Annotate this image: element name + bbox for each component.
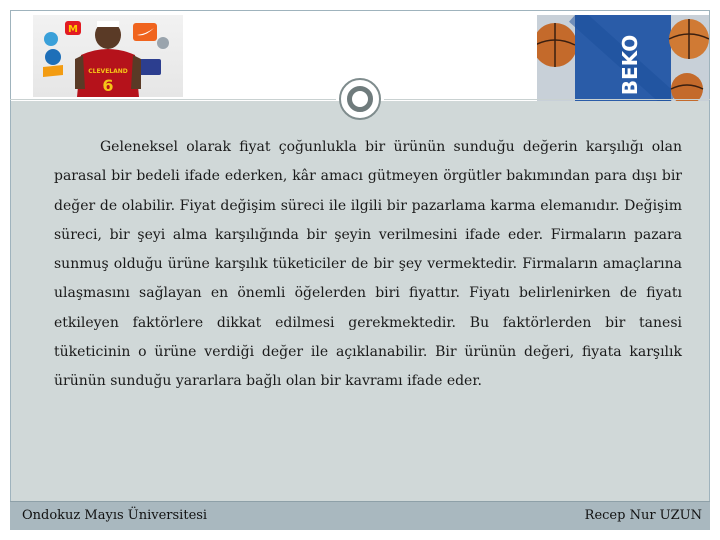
beko-brand-text: BEKO: [618, 34, 642, 96]
brand-badge-icon: [157, 37, 169, 49]
brand-logo-icon: [43, 65, 63, 77]
jersey-team-text: CLEVELAND: [88, 68, 128, 75]
svg-text:M: M: [68, 24, 78, 35]
sponsor-logo-icon: [44, 32, 58, 46]
footer-bar: [10, 501, 710, 530]
jersey-number-text: 6: [102, 76, 114, 95]
footer-author: Recep Nur UZUN: [584, 508, 702, 523]
footer-institution: Ondokuz Mayıs Üniversitesi: [22, 508, 208, 523]
divider-line-right: [384, 99, 710, 100]
nike-logo-icon: [133, 23, 157, 41]
beko-basketball-image: [537, 15, 709, 101]
body-paragraph: Geleneksel olarak fiyat çoğunlukla bir ürünün sunduğu değerin karşılığı olan parasal bir bedeli ifade ederken, kâr amacı gütmeyen örgütler bakımından para dışı bir değer de olabilir. Fiyat değişim süreci ile ilgili bir pazarlama karma elemanıdır. Değişim süreci, bir şeyi alma karşılığında bir şeyin verilmesini ifade eder. Firmaların pazara sunmuş olduğu ürüne karşılık tüketiciler de bir şey vermektedir. Firmaların amaçlarına ulaşmasını sağlayan en önemli öğelerden biri fiyattır. Fiyatı belirlenirken de fiyatı etkileyen faktörlere dikkat edilmesi gerekmektedir. Bu faktörlerden bir tanesi tüketicinin o ürüne verdiği değer ile açıklanabilir. Bir ürünün değeri, fiyata karşılık ürünün sunduğu yararlara bağlı olan bir kavramı ifade eder.: [54, 139, 682, 390]
beko-illustration: [537, 15, 709, 101]
samsung-logo-icon: [45, 49, 61, 65]
sponsor-collage-image: [33, 15, 183, 97]
player-illustration: [33, 15, 183, 97]
divider-line-left: [10, 99, 336, 100]
circle-ornament-icon: [339, 78, 381, 120]
